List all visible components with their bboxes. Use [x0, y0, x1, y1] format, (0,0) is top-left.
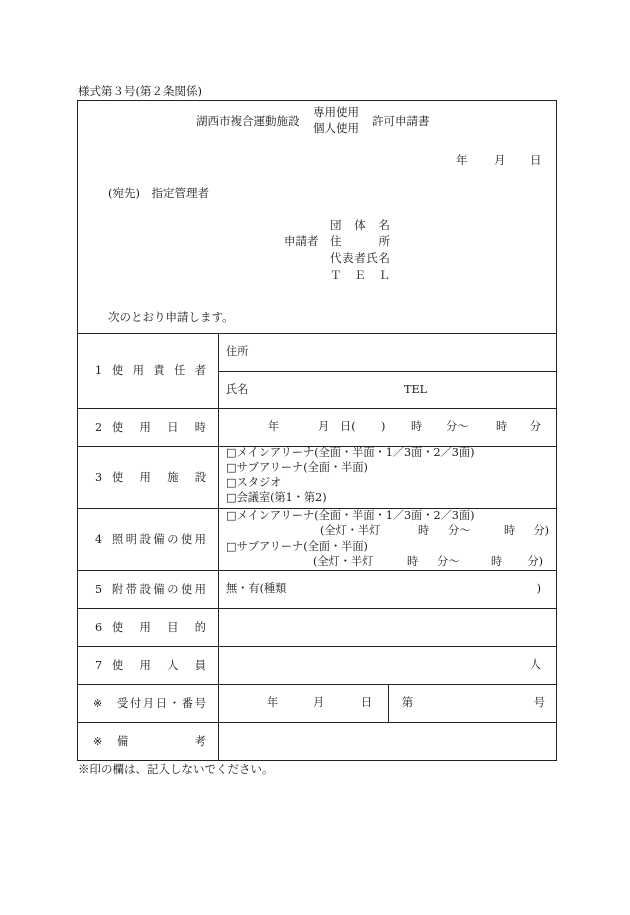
label-glyph: 号 [194, 696, 206, 710]
equipment-close: ) [536, 582, 541, 595]
lighting-end-minute: 分) [533, 524, 549, 537]
applicant-representative-label [330, 251, 390, 265]
label-glyph: 人 [167, 658, 179, 672]
footnote: ※印の欄は、記入しないでください。 [78, 762, 274, 776]
row-number: 1 [95, 364, 103, 377]
label-glyph: の [167, 582, 179, 596]
row-label-cell [78, 723, 218, 760]
facility-option-studio: □スタジオ [226, 476, 282, 489]
form-number: 様式第３号(第２条関係) [78, 84, 202, 98]
application-statement: 次のとおり申請します。 [108, 310, 234, 324]
address-label: 住所 [226, 345, 249, 358]
row-label-cell [78, 609, 218, 646]
tel-label: TEL [404, 383, 428, 396]
row-number: 7 [95, 658, 103, 672]
row-label [117, 697, 206, 711]
label-glyph: 使 [180, 532, 193, 546]
label-glyph: 備 [117, 734, 129, 748]
label-glyph: 目 [167, 620, 179, 634]
label-glyph: 用 [194, 582, 206, 596]
row-number: 6 [95, 620, 103, 634]
row-attendees [78, 646, 556, 684]
label-glyph: Ｅ [354, 268, 366, 282]
label-glyph: 名 [378, 218, 390, 232]
usage-type-individual: 個人使用 [313, 121, 359, 135]
label-glyph: 日 [155, 696, 168, 710]
label-glyph: 時 [194, 420, 206, 434]
row-number: 5 [95, 582, 103, 596]
row-label [112, 471, 206, 485]
row-number: 2 [95, 420, 103, 434]
label-glyph: 団 [330, 218, 342, 232]
office-use-mark: ※ [93, 696, 103, 710]
lighting-start-minute: 分～ [437, 555, 460, 568]
lighting-mode: (全灯・半灯 [320, 524, 381, 537]
row-purpose [78, 608, 556, 646]
label-glyph: 用 [139, 420, 151, 434]
applicant-tel-label [330, 268, 390, 282]
row-equipment [78, 570, 556, 608]
label-glyph: 設 [194, 470, 206, 484]
label-glyph: 表 [342, 251, 354, 265]
label-glyph: の [167, 532, 179, 546]
usage-type-exclusive: 専用使用 [313, 105, 359, 119]
row-value-cell [218, 723, 556, 760]
row-label-cell [78, 571, 218, 608]
label-glyph: 考 [194, 734, 206, 748]
label-glyph: 付 [129, 696, 142, 710]
row-label [112, 421, 206, 435]
row-value-cell [218, 685, 556, 722]
row-label [112, 621, 206, 635]
equipment-choice: 無・有(種類 [226, 582, 287, 595]
label-glyph: 用 [139, 620, 151, 634]
label-glyph: 使 [112, 470, 124, 484]
row-label-cell [78, 647, 218, 684]
label-glyph: 附 [112, 582, 124, 596]
lighting-sub-arena-times [219, 554, 556, 569]
row-lighting [78, 508, 556, 570]
label-glyph: 使 [112, 364, 124, 377]
row-facilities [78, 446, 556, 508]
applicant-address-label [330, 234, 390, 248]
cell-divider [388, 685, 389, 722]
form-header [78, 101, 556, 333]
name-subcell [219, 371, 556, 409]
label-glyph: 体 [354, 218, 366, 232]
label-glyph: 所 [378, 234, 390, 248]
datetime-day: 日( [340, 420, 356, 433]
datetime-year: 年 [268, 420, 280, 433]
row-label [117, 735, 206, 749]
row-remarks [78, 722, 556, 760]
label-glyph: 名 [378, 251, 390, 265]
lighting-start-minute: 分～ [448, 524, 471, 537]
label-glyph: 氏 [366, 251, 378, 265]
row-value-cell [218, 571, 556, 608]
lighting-main-arena [219, 508, 556, 523]
label-glyph: 受 [117, 696, 129, 710]
date-month-label: 月 [494, 153, 506, 167]
label-glyph: 施 [167, 470, 179, 484]
lighting-main-arena-option: □メインアリーナ(全面・半面・1／3面・2／3面) [226, 509, 475, 522]
row-label [112, 533, 206, 547]
label-glyph: 照 [112, 532, 124, 546]
label-glyph: 用 [194, 532, 206, 546]
addressee: (宛先) 指定管理者 [108, 186, 209, 200]
label-glyph: 備 [153, 582, 165, 596]
label-glyph: 明 [125, 532, 137, 546]
label-glyph: 者 [354, 251, 366, 265]
row-value-cell [218, 334, 556, 408]
label-glyph: 番 [181, 696, 193, 710]
facility-option-main-arena: □メインアリーナ(全面・半面・1／3面・2／3面) [226, 446, 475, 459]
lighting-end-hour: 時 [491, 555, 503, 568]
lighting-main-arena-times [219, 523, 556, 538]
row-label-cell [78, 334, 218, 408]
lighting-start-hour: 時 [407, 555, 419, 568]
date-year-label: 年 [456, 153, 468, 167]
name-label: 氏名 [226, 383, 249, 396]
label-glyph: 設 [139, 532, 151, 546]
reception-month: 月 [313, 696, 325, 709]
label-glyph: 員 [194, 658, 206, 672]
reception-day: 日 [361, 696, 373, 709]
reception-number-suffix: 号 [533, 696, 545, 709]
facility-option-meeting-room: □会議室(第1・第2) [226, 491, 327, 504]
row-value-cell [218, 447, 556, 508]
label-glyph: Ｌ [378, 268, 390, 282]
row-value-cell [218, 409, 556, 446]
row-reception [78, 684, 556, 722]
row-responsible-person [78, 333, 556, 408]
datetime-start-minute: 分～ [446, 420, 469, 433]
label-glyph: 使 [112, 420, 124, 434]
label-glyph: 備 [153, 532, 165, 546]
row-label [112, 659, 206, 673]
label-glyph: 用 [132, 364, 144, 377]
form-title: 湖西市複合運動施設 [196, 114, 300, 128]
label-glyph: 責 [153, 364, 165, 377]
lighting-end-hour: 時 [504, 524, 516, 537]
application-form [77, 100, 557, 761]
row-value-cell [218, 647, 556, 684]
row-label-cell [78, 409, 218, 446]
label-glyph: 月 [142, 696, 155, 710]
lighting-start-hour: 時 [418, 524, 430, 537]
date-day-label: 日 [530, 153, 542, 167]
row-value-cell [218, 609, 556, 646]
label-glyph: Ｔ [330, 268, 342, 282]
label-glyph: 設 [139, 582, 151, 596]
row-label [112, 364, 206, 378]
label-glyph: 使 [112, 658, 124, 672]
datetime-month: 月 [318, 420, 330, 433]
row-label [112, 583, 206, 597]
applicant-label: 申請者 [284, 234, 319, 248]
label-glyph: 日 [167, 420, 179, 434]
facility-option-sub-arena: □サブアリーナ(全面・半面) [226, 461, 368, 474]
lighting-sub-arena [219, 539, 556, 554]
row-label-cell [78, 685, 218, 722]
label-glyph: 用 [139, 470, 151, 484]
label-glyph: 使 [180, 582, 193, 596]
label-glyph: 用 [139, 658, 151, 672]
office-use-mark: ※ [93, 734, 103, 748]
row-usage-datetime [78, 408, 556, 446]
row-number: 4 [95, 532, 103, 546]
row-number: 3 [95, 470, 103, 484]
row-value-cell [218, 509, 556, 570]
applicant-group-name-label [330, 218, 390, 232]
address-subcell [219, 334, 556, 371]
datetime-start-hour: 時 [411, 420, 423, 433]
label-glyph: 者 [194, 364, 206, 377]
lighting-end-minute: 分) [527, 555, 543, 568]
label-glyph: ・ [168, 696, 181, 710]
label-glyph: 任 [174, 364, 186, 377]
reception-number-prefix: 第 [402, 696, 414, 709]
facility-options [226, 445, 474, 505]
row-label-cell [78, 509, 218, 570]
label-glyph: 住 [330, 234, 342, 248]
datetime-weekday-close: ) [381, 420, 386, 433]
form-title-suffix: 許可申請書 [372, 114, 430, 128]
lighting-mode: (全灯・半灯 [313, 555, 374, 568]
datetime-end-hour: 時 [496, 420, 508, 433]
row-label-cell [78, 447, 218, 508]
attendees-unit: 人 [529, 658, 541, 671]
datetime-end-minute: 分 [529, 420, 541, 433]
label-glyph: 帯 [125, 582, 137, 596]
label-glyph: 的 [194, 620, 206, 634]
label-glyph: 使 [112, 620, 124, 634]
reception-year: 年 [267, 696, 279, 709]
lighting-sub-arena-option: □サブアリーナ(全面・半面) [226, 540, 368, 553]
label-glyph: 代 [330, 251, 342, 265]
